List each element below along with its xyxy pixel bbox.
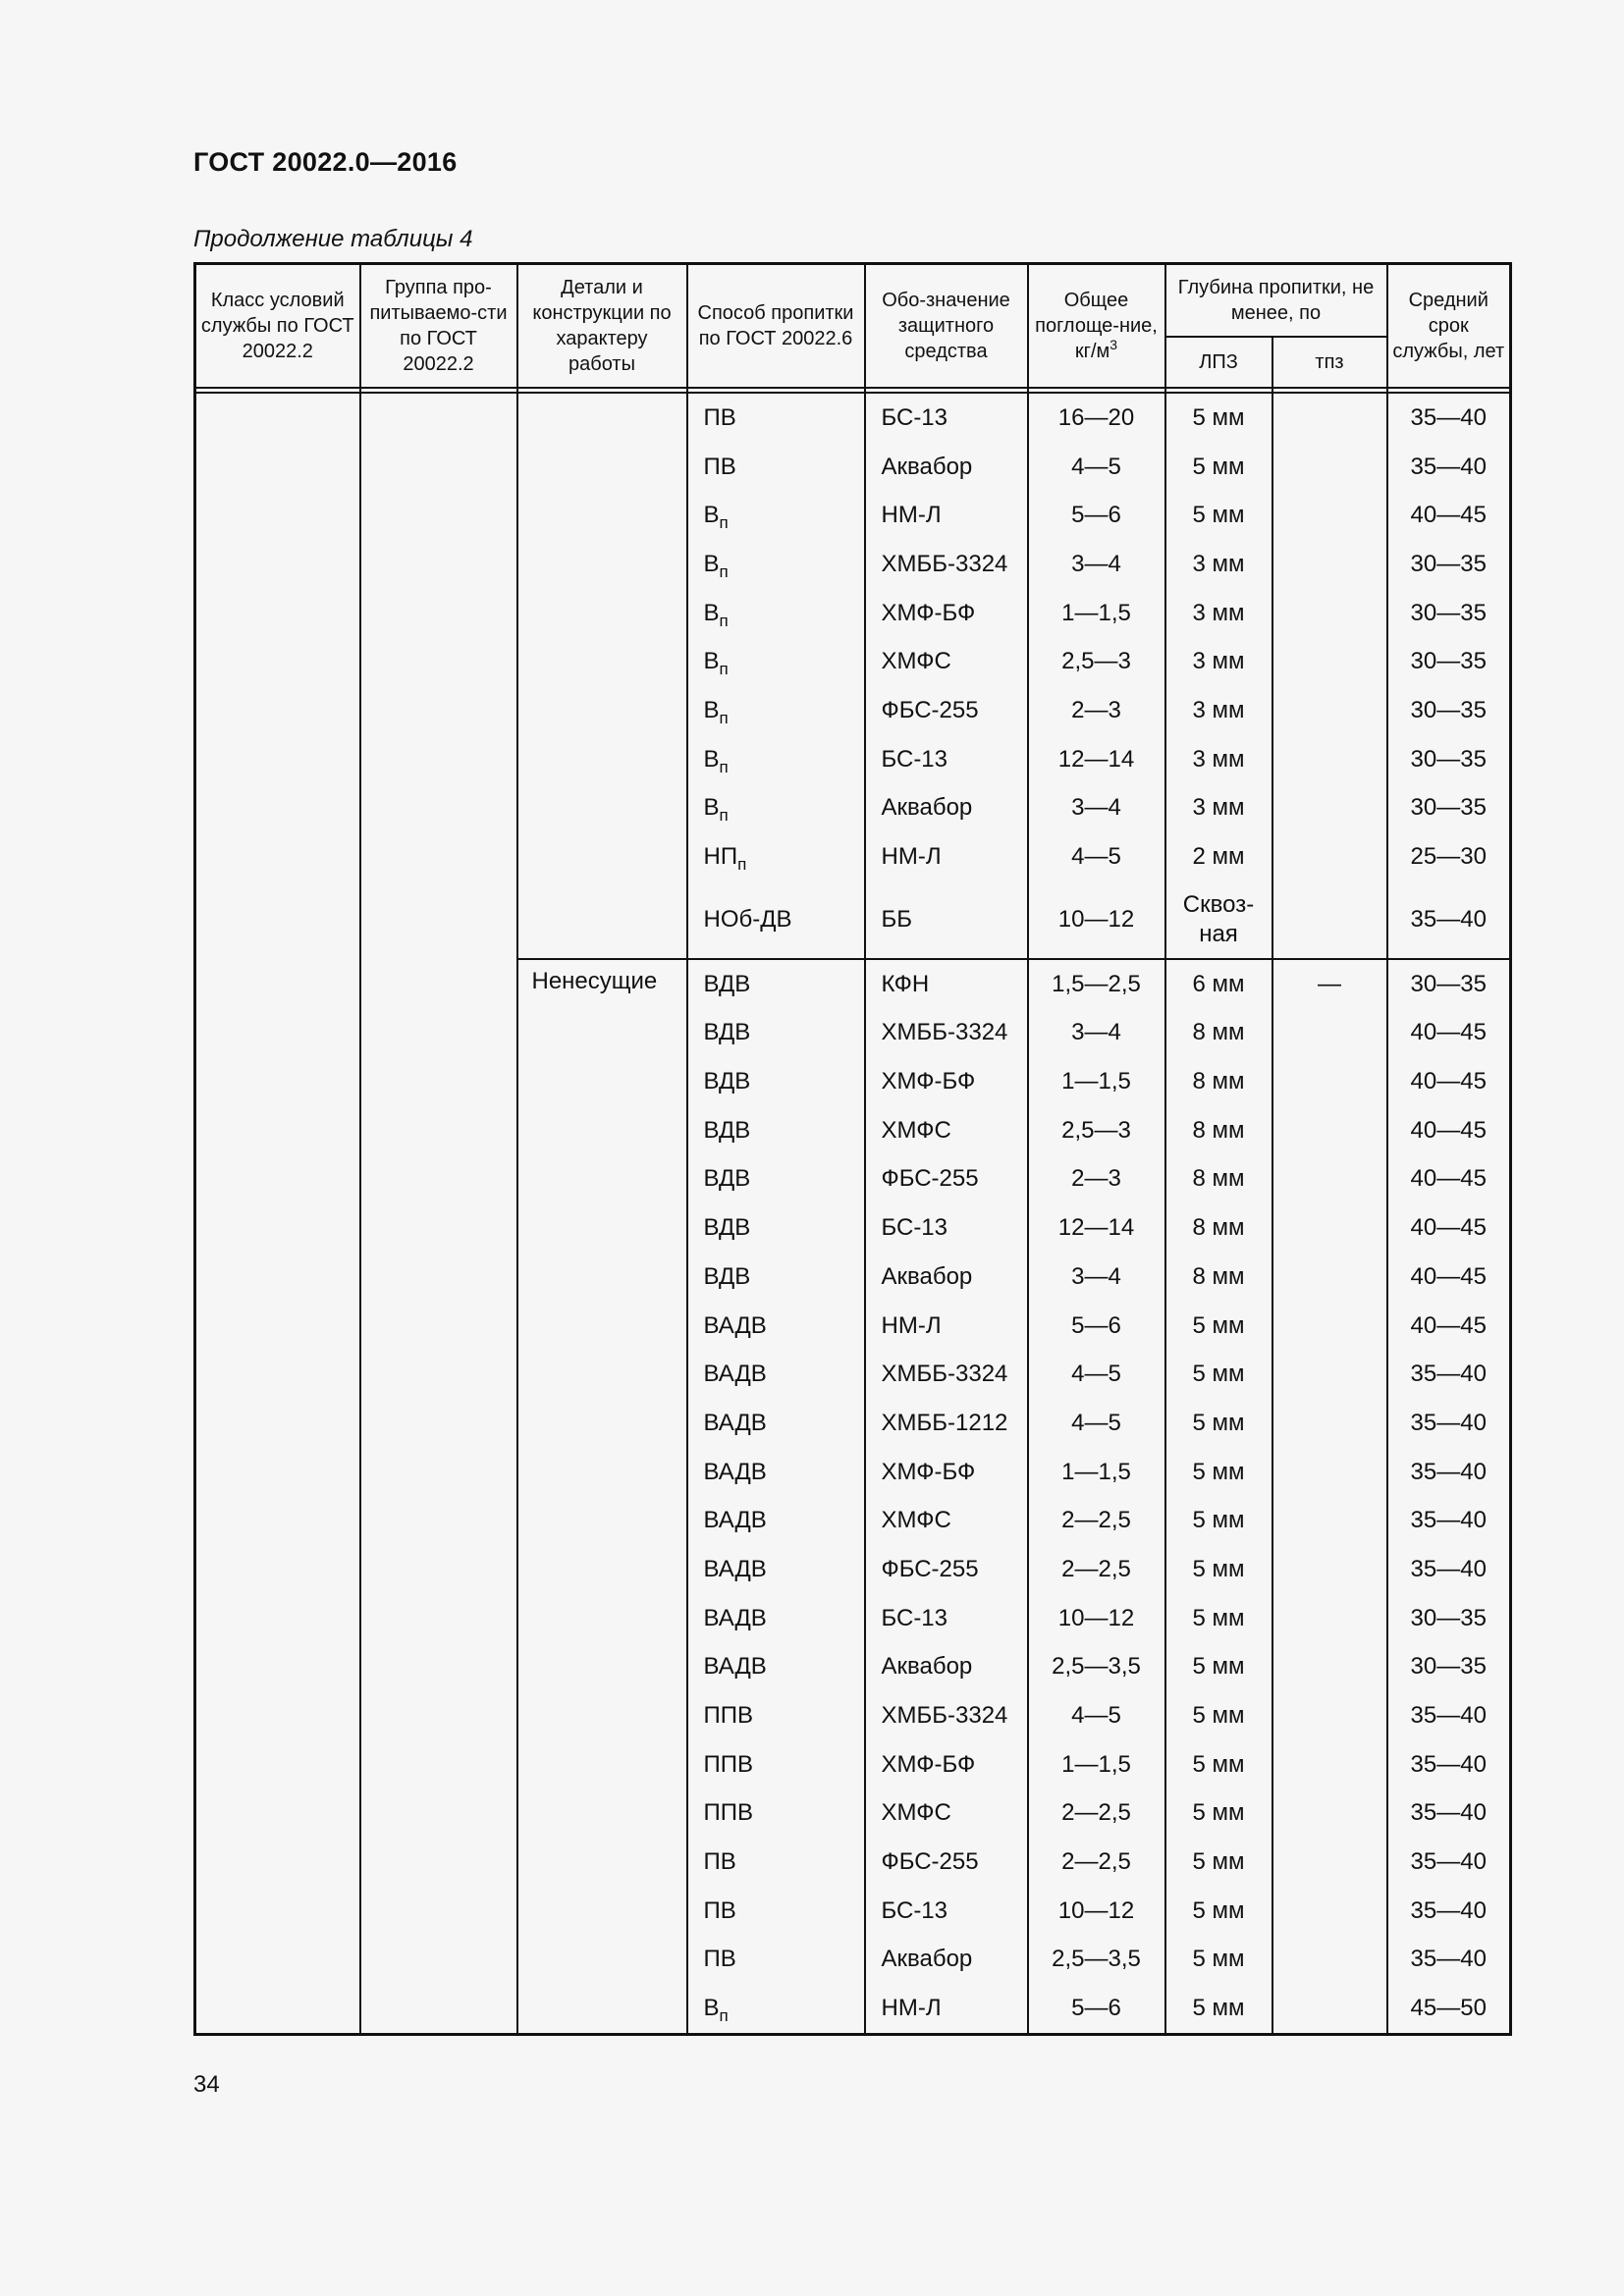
cell-lpz: 8 мм [1165, 1155, 1272, 1204]
method-text: В [703, 502, 720, 529]
cell-method [687, 1789, 865, 1839]
cell-tpz [1272, 784, 1387, 833]
method-subscript: п [719, 806, 729, 826]
method-text: ВДВ [703, 1262, 751, 1290]
cell-absorption: 2,5—3,5 [1028, 1643, 1165, 1692]
cell-tpz [1272, 1545, 1387, 1594]
cell-absorption: 4—5 [1028, 443, 1165, 492]
cell-agent: ХМФ-БФ [865, 1057, 1028, 1106]
cell-method [687, 832, 865, 881]
method-text: ВАДВ [703, 1507, 767, 1534]
cell-lpz: 3 мм [1165, 540, 1272, 589]
cell-absorption: 5—6 [1028, 491, 1165, 540]
cell-method [687, 686, 865, 735]
method-subscript: п [737, 855, 747, 875]
cell-agent: ХМФ-БФ [865, 1740, 1028, 1789]
method-subscript: п [719, 611, 729, 630]
cell-absorption: 4—5 [1028, 1691, 1165, 1740]
cell-absorption: 2—3 [1028, 686, 1165, 735]
cell-absorption: 4—5 [1028, 1350, 1165, 1399]
cell-life: 40—45 [1387, 1203, 1511, 1253]
cell-tpz [1272, 1643, 1387, 1692]
cell-absorption: 10—12 [1028, 881, 1165, 959]
cell-lpz: 2 мм [1165, 832, 1272, 881]
method-text: ВДВ [703, 1214, 751, 1242]
method-text: ВАДВ [703, 1653, 767, 1681]
cell-absorption: 2,5—3 [1028, 1106, 1165, 1155]
cell-tpz [1272, 491, 1387, 540]
cell-agent: НМ-Л [865, 1302, 1028, 1351]
cell-method [687, 1838, 865, 1887]
cell-tpz [1272, 1691, 1387, 1740]
cell-life: 30—35 [1387, 637, 1511, 686]
cell-method [687, 1984, 865, 2034]
cell-tpz [1272, 1496, 1387, 1545]
cell-lpz: 5 мм [1165, 491, 1272, 540]
cell-life: 35—40 [1387, 1399, 1511, 1448]
method-text: НОб-ДВ [703, 905, 792, 933]
cell-lpz: 3 мм [1165, 589, 1272, 638]
cell-absorption: 12—14 [1028, 735, 1165, 784]
cell-life: 30—35 [1387, 589, 1511, 638]
cell-tpz [1272, 1984, 1387, 2034]
method-text: В [703, 1995, 720, 2022]
cell-life: 35—40 [1387, 1789, 1511, 1839]
cell-absorption: 2—2,5 [1028, 1838, 1165, 1887]
cell-group [360, 393, 517, 2035]
cell-method [687, 881, 865, 959]
method-subscript: п [719, 708, 729, 727]
cell-life: 40—45 [1387, 1009, 1511, 1058]
header-lpz: ЛПЗ [1165, 337, 1272, 388]
cell-life: 30—35 [1387, 735, 1511, 784]
cell-agent: ХМФС [865, 637, 1028, 686]
cell-absorption: 3—4 [1028, 540, 1165, 589]
cell-method [687, 1691, 865, 1740]
cell-absorption: 5—6 [1028, 1984, 1165, 2034]
method-text: В [703, 696, 720, 723]
method-subscript: п [719, 2006, 729, 2026]
cell-absorption: 3—4 [1028, 1253, 1165, 1302]
cell-method [687, 1496, 865, 1545]
cell-life: 30—35 [1387, 959, 1511, 1009]
table-caption: Продолжение таблицы 4 [193, 226, 473, 252]
cell-method [687, 1302, 865, 1351]
cell-life: 25—30 [1387, 832, 1511, 881]
cell-method [687, 1643, 865, 1692]
cell-absorption: 4—5 [1028, 1399, 1165, 1448]
cell-tpz [1272, 1302, 1387, 1351]
cell-method [687, 1545, 865, 1594]
cell-lpz: 3 мм [1165, 735, 1272, 784]
cell-life: 35—40 [1387, 1887, 1511, 1936]
cell-lpz: 8 мм [1165, 1057, 1272, 1106]
cell-life: 30—35 [1387, 686, 1511, 735]
cell-tpz [1272, 1106, 1387, 1155]
header-details: Детали и конструкции по характеру работы [517, 264, 687, 389]
method-text: В [703, 550, 720, 577]
cell-method [687, 1057, 865, 1106]
cell-absorption: 2—2,5 [1028, 1496, 1165, 1545]
cell-life: 35—40 [1387, 393, 1511, 443]
cell-absorption: 1—1,5 [1028, 1740, 1165, 1789]
cell-lpz: 3 мм [1165, 784, 1272, 833]
cell-absorption: 2,5—3 [1028, 637, 1165, 686]
cell-method [687, 959, 865, 1009]
cell-lpz: 5 мм [1165, 1936, 1272, 1985]
cell-agent: Аквабор [865, 443, 1028, 492]
cell-tpz [1272, 1740, 1387, 1789]
cell-tpz [1272, 1448, 1387, 1497]
cell-lpz: 5 мм [1165, 1984, 1272, 2034]
cell-agent: БС-13 [865, 1887, 1028, 1936]
cell-lpz: 5 мм [1165, 1838, 1272, 1887]
cell-method [687, 1594, 865, 1643]
cell-lpz: 5 мм [1165, 1496, 1272, 1545]
cell-method [687, 637, 865, 686]
treatment-table [193, 262, 1512, 2036]
method-text: ВАДВ [703, 1555, 767, 1582]
method-text: ВДВ [703, 1165, 751, 1193]
cell-agent: ХМФС [865, 1789, 1028, 1839]
cell-absorption: 12—14 [1028, 1203, 1165, 1253]
method-text: В [703, 794, 720, 822]
cell-agent: ХМФ-БФ [865, 1448, 1028, 1497]
cell-life: 35—40 [1387, 1496, 1511, 1545]
cell-details: Ненесущие [517, 959, 687, 2035]
cell-absorption: 1—1,5 [1028, 589, 1165, 638]
cell-tpz [1272, 1203, 1387, 1253]
cell-lpz: 5 мм [1165, 1789, 1272, 1839]
cell-method [687, 1106, 865, 1155]
cell-absorption: 1,5—2,5 [1028, 959, 1165, 1009]
cell-life: 30—35 [1387, 1643, 1511, 1692]
cell-life: 35—40 [1387, 1740, 1511, 1789]
header-absorption-sup: 3 [1110, 337, 1118, 352]
cell-method [687, 1350, 865, 1399]
cell-lpz: 3 мм [1165, 686, 1272, 735]
header-group: Группа про-питываемо-сти по ГОСТ 20022.2 [360, 264, 517, 389]
cell-tpz [1272, 443, 1387, 492]
method-text: ПВ [703, 453, 736, 480]
cell-method [687, 1253, 865, 1302]
method-subscript: п [719, 660, 729, 679]
cell-agent: НМ-Л [865, 832, 1028, 881]
cell-tpz [1272, 637, 1387, 686]
cell-agent: Аквабор [865, 784, 1028, 833]
table-row [195, 393, 1511, 443]
cell-absorption: 3—4 [1028, 784, 1165, 833]
cell-lpz: 5 мм [1165, 1643, 1272, 1692]
cell-agent: БС-13 [865, 1203, 1028, 1253]
method-text: ВАДВ [703, 1361, 767, 1388]
method-text: ВДВ [703, 1019, 751, 1046]
cell-agent: НМ-Л [865, 491, 1028, 540]
cell-method [687, 1399, 865, 1448]
method-text: В [703, 745, 720, 773]
cell-agent: БС-13 [865, 393, 1028, 443]
cell-agent: Аквабор [865, 1936, 1028, 1985]
header-agent: Обо-значение защитного средства [865, 264, 1028, 389]
cell-agent: ХМФС [865, 1496, 1028, 1545]
cell-life: 40—45 [1387, 1155, 1511, 1204]
cell-tpz [1272, 1057, 1387, 1106]
method-text: ПВ [703, 403, 736, 431]
header-class: Класс условий службы по ГОСТ 20022.2 [195, 264, 360, 389]
cell-tpz [1272, 540, 1387, 589]
cell-agent: ХМББ-3324 [865, 1009, 1028, 1058]
cell-absorption: 4—5 [1028, 832, 1165, 881]
cell-absorption: 16—20 [1028, 393, 1165, 443]
cell-life: 35—40 [1387, 1545, 1511, 1594]
cell-tpz [1272, 881, 1387, 959]
cell-method [687, 1887, 865, 1936]
cell-life: 40—45 [1387, 1106, 1511, 1155]
cell-tpz [1272, 1350, 1387, 1399]
cell-method [687, 393, 865, 443]
method-text: ППВ [703, 1799, 754, 1827]
cell-method [687, 589, 865, 638]
cell-tpz [1272, 735, 1387, 784]
cell-life: 40—45 [1387, 1057, 1511, 1106]
document-header: ГОСТ 20022.0—2016 [193, 147, 458, 177]
method-text: ВАДВ [703, 1409, 767, 1436]
cell-tpz [1272, 1936, 1387, 1985]
method-text: ВАДВ [703, 1311, 767, 1339]
cell-agent: ХМББ-1212 [865, 1399, 1028, 1448]
cell-absorption: 2—2,5 [1028, 1545, 1165, 1594]
cell-tpz [1272, 1887, 1387, 1936]
cell-life: 35—40 [1387, 443, 1511, 492]
cell-tpz [1272, 686, 1387, 735]
cell-agent: ХМББ-3324 [865, 540, 1028, 589]
header-method: Способ пропитки по ГОСТ 20022.6 [687, 264, 865, 389]
method-text: ВДВ [703, 970, 751, 997]
cell-method [687, 735, 865, 784]
cell-agent: Аквабор [865, 1643, 1028, 1692]
cell-life: 30—35 [1387, 1594, 1511, 1643]
cell-tpz [1272, 1789, 1387, 1839]
cell-agent: ББ [865, 881, 1028, 959]
cell-lpz: 5 мм [1165, 1691, 1272, 1740]
cell-life: 35—40 [1387, 881, 1511, 959]
cell-lpz: Сквоз-ная [1165, 881, 1272, 959]
cell-life: 35—40 [1387, 1838, 1511, 1887]
cell-agent: Аквабор [865, 1253, 1028, 1302]
method-text: В [703, 599, 720, 626]
cell-lpz: 5 мм [1165, 1350, 1272, 1399]
cell-agent: БС-13 [865, 735, 1028, 784]
header-life: Средний срок службы, лет [1387, 264, 1511, 389]
method-subscript: п [719, 513, 729, 533]
cell-tpz [1272, 1009, 1387, 1058]
cell-lpz: 5 мм [1165, 1448, 1272, 1497]
cell-life: 35—40 [1387, 1936, 1511, 1985]
method-text: ПВ [703, 1896, 736, 1924]
cell-absorption: 3—4 [1028, 1009, 1165, 1058]
cell-method [687, 540, 865, 589]
method-text: В [703, 648, 720, 675]
cell-agent: НМ-Л [865, 1984, 1028, 2034]
method-subscript: п [719, 757, 729, 776]
cell-agent: КФН [865, 959, 1028, 1009]
cell-method [687, 491, 865, 540]
cell-absorption: 1—1,5 [1028, 1057, 1165, 1106]
header-tpz: тпз [1272, 337, 1387, 388]
method-text: ППВ [703, 1702, 754, 1730]
cell-agent: ФБС-255 [865, 686, 1028, 735]
cell-absorption: 2—3 [1028, 1155, 1165, 1204]
cell-agent: БС-13 [865, 1594, 1028, 1643]
cell-life: 40—45 [1387, 1302, 1511, 1351]
method-text: ППВ [703, 1750, 754, 1778]
cell-lpz: 8 мм [1165, 1106, 1272, 1155]
cell-lpz: 6 мм [1165, 959, 1272, 1009]
cell-method [687, 443, 865, 492]
cell-tpz [1272, 1155, 1387, 1204]
cell-life: 40—45 [1387, 491, 1511, 540]
cell-lpz: 5 мм [1165, 1545, 1272, 1594]
cell-absorption: 2—2,5 [1028, 1789, 1165, 1839]
cell-agent: ХМББ-3324 [865, 1691, 1028, 1740]
cell-details-empty [517, 393, 687, 959]
method-subscript: п [719, 561, 729, 581]
cell-lpz: 5 мм [1165, 1399, 1272, 1448]
cell-lpz: 5 мм [1165, 1740, 1272, 1789]
cell-life: 40—45 [1387, 1253, 1511, 1302]
header-depth: Глубина пропитки, не менее, по [1165, 264, 1387, 338]
cell-method [687, 1448, 865, 1497]
cell-lpz: 5 мм [1165, 393, 1272, 443]
cell-method [687, 1155, 865, 1204]
cell-method [687, 1936, 865, 1985]
page-number: 34 [193, 2071, 220, 2098]
cell-method [687, 1740, 865, 1789]
cell-absorption: 1—1,5 [1028, 1448, 1165, 1497]
method-text: ПВ [703, 1946, 736, 1973]
cell-lpz: 5 мм [1165, 443, 1272, 492]
cell-lpz: 8 мм [1165, 1009, 1272, 1058]
cell-lpz: 5 мм [1165, 1302, 1272, 1351]
method-text: НП [703, 843, 738, 871]
cell-agent: ХМФ-БФ [865, 589, 1028, 638]
method-text: ПВ [703, 1848, 736, 1876]
cell-tpz [1272, 1253, 1387, 1302]
cell-tpz [1272, 589, 1387, 638]
cell-absorption: 10—12 [1028, 1594, 1165, 1643]
cell-tpz [1272, 1838, 1387, 1887]
cell-tpz [1272, 1399, 1387, 1448]
cell-lpz: 5 мм [1165, 1887, 1272, 1936]
cell-absorption: 10—12 [1028, 1887, 1165, 1936]
header-absorption [1028, 264, 1165, 389]
cell-life: 35—40 [1387, 1350, 1511, 1399]
method-text: ВДВ [703, 1068, 751, 1095]
cell-tpz [1272, 1594, 1387, 1643]
cell-method [687, 784, 865, 833]
cell-method [687, 1009, 865, 1058]
method-text: ВАДВ [703, 1604, 767, 1631]
cell-agent: ХМФС [865, 1106, 1028, 1155]
cell-tpz [1272, 393, 1387, 443]
cell-agent: ФБС-255 [865, 1545, 1028, 1594]
cell-life: 45—50 [1387, 1984, 1511, 2034]
cell-lpz: 8 мм [1165, 1203, 1272, 1253]
cell-tpz: — [1272, 959, 1387, 1009]
cell-agent: ФБС-255 [865, 1155, 1028, 1204]
cell-absorption: 5—6 [1028, 1302, 1165, 1351]
cell-method [687, 1203, 865, 1253]
method-text: ВДВ [703, 1116, 751, 1144]
cell-life: 30—35 [1387, 784, 1511, 833]
cell-life: 35—40 [1387, 1448, 1511, 1497]
cell-life: 35—40 [1387, 1691, 1511, 1740]
cell-agent: ХМББ-3324 [865, 1350, 1028, 1399]
header-absorption-text: Общее поглоще-ние, кг/м [1035, 290, 1158, 362]
method-text: ВАДВ [703, 1458, 767, 1485]
cell-life: 30—35 [1387, 540, 1511, 589]
cell-lpz: 3 мм [1165, 637, 1272, 686]
cell-class [195, 393, 360, 2035]
cell-absorption: 2,5—3,5 [1028, 1936, 1165, 1985]
cell-tpz [1272, 832, 1387, 881]
cell-lpz: 5 мм [1165, 1594, 1272, 1643]
cell-agent: ФБС-255 [865, 1838, 1028, 1887]
cell-lpz: 8 мм [1165, 1253, 1272, 1302]
